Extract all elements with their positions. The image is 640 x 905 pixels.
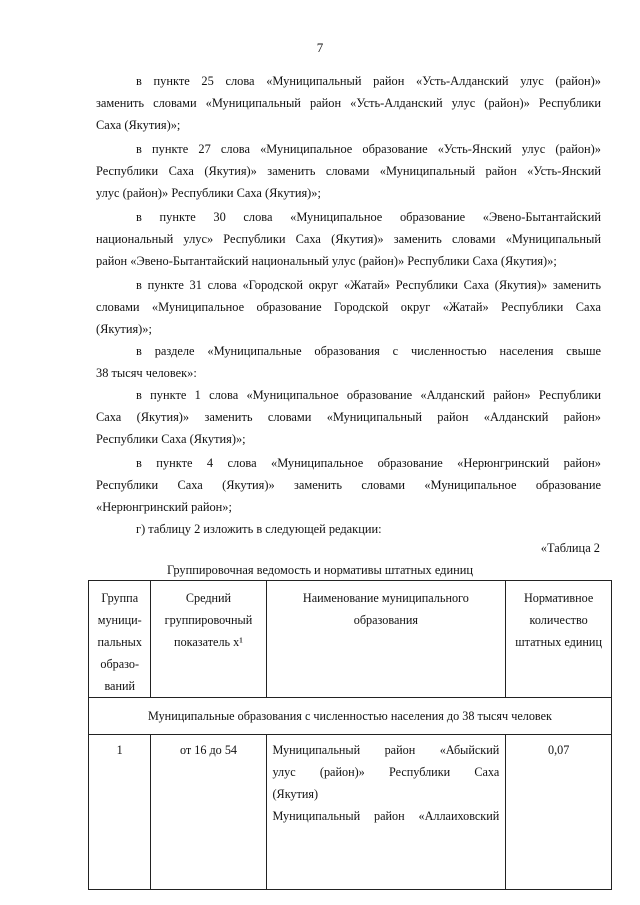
table-row	[89, 735, 612, 890]
text-line: (Якутия)»;	[96, 322, 152, 336]
text-line: Республики Саха (Якутия)»;	[96, 432, 246, 446]
header-indicator: Средний группировочный показатель x¹	[151, 581, 266, 698]
paragraph-table-2-intro	[96, 518, 601, 540]
text-line: Республики Саха (Якутия)» заменить словами «Муниципальное образование	[96, 478, 601, 492]
text-line: словами «Муниципальное образование Городской округ «Жатай» Республики Саха	[96, 300, 601, 314]
name-line: (Якутия)	[272, 787, 319, 801]
text-line: в пункте 25 слова «Муниципальный район «Усть-Алданский улус (район)»	[136, 74, 601, 88]
text-line: «Нерюнгринский район»;	[96, 500, 232, 514]
text-line: в пункте 4 слова «Муниципальное образование «Нерюнгринский район»	[136, 456, 601, 470]
name-line: Муниципальный район «Абыйский	[272, 743, 500, 757]
table-caption: Группировочная ведомость и нормативы штатных единиц	[166, 563, 473, 577]
paragraph-item-27	[96, 138, 601, 204]
header-group: Группа муници- пальных образо- ваний	[89, 581, 151, 698]
cell-norm: 0,07	[506, 735, 612, 890]
text-line: заменить словами «Муниципальный район «Усть-Алданский улус (район)» Республики	[96, 96, 601, 110]
text-line: Республики Саха (Якутия)» заменить словами «Муниципальный район «Усть-Янский	[96, 164, 601, 178]
table-section-row	[89, 698, 612, 735]
table-header-row	[89, 581, 612, 698]
paragraph-item-1	[96, 384, 601, 450]
page-number: 7	[316, 40, 324, 55]
cell-names	[266, 735, 506, 890]
cell-group: 1	[89, 735, 151, 890]
text-line: в пункте 31 слова «Городской округ «Жатай» Республики Саха (Якутия)» заменить	[136, 278, 601, 292]
text-line: в пункте 27 слова «Муниципальное образование «Усть-Янский улус (район)»	[136, 142, 601, 156]
section-title: Муниципальные образования с численностью населения до 38 тысяч человек	[89, 698, 612, 735]
header-name: Наименование муниципального образования	[266, 581, 506, 698]
text-line: г) таблицу 2 изложить в следующей редакции:	[136, 522, 382, 536]
text-line: 38 тысяч человек»:	[96, 366, 197, 380]
name-line: Муниципальный район «Аллаиховский	[272, 809, 500, 823]
paragraph-item-25	[96, 70, 601, 136]
text-line: район «Эвено-Бытантайский национальный улус (район)» Республики Саха (Якутия)»;	[96, 254, 557, 268]
text-line: национальный улус» Республики Саха (Якутия)» заменить словами «Муниципальный	[96, 232, 601, 246]
cell-indicator: от 16 до 54	[151, 735, 266, 890]
text-line: в пункте 30 слова «Муниципальное образование «Эвено-Бытантайский	[136, 210, 601, 224]
header-norm: Нормативное количество штатных единиц	[506, 581, 612, 698]
text-line: Саха (Якутия)»;	[96, 118, 181, 132]
paragraph-item-31	[96, 274, 601, 340]
name-line: улус (район)» Республики Саха	[272, 765, 500, 779]
text-line: улус (район)» Республики Саха (Якутия)»;	[96, 186, 321, 200]
text-line: в пункте 1 слова «Муниципальное образование «Алданский район» Республики	[136, 388, 601, 402]
table-label: «Таблица 2	[540, 541, 600, 555]
paragraph-section-over-38k	[96, 340, 601, 384]
paragraph-item-4	[96, 452, 601, 518]
staffing-table	[88, 580, 612, 890]
paragraph-item-30	[96, 206, 601, 272]
text-line: в разделе «Муниципальные образования с численностью населения свыше	[136, 344, 601, 358]
text-line: Саха (Якутия)» заменить словами «Муниципальный район «Алданский район»	[96, 410, 601, 424]
